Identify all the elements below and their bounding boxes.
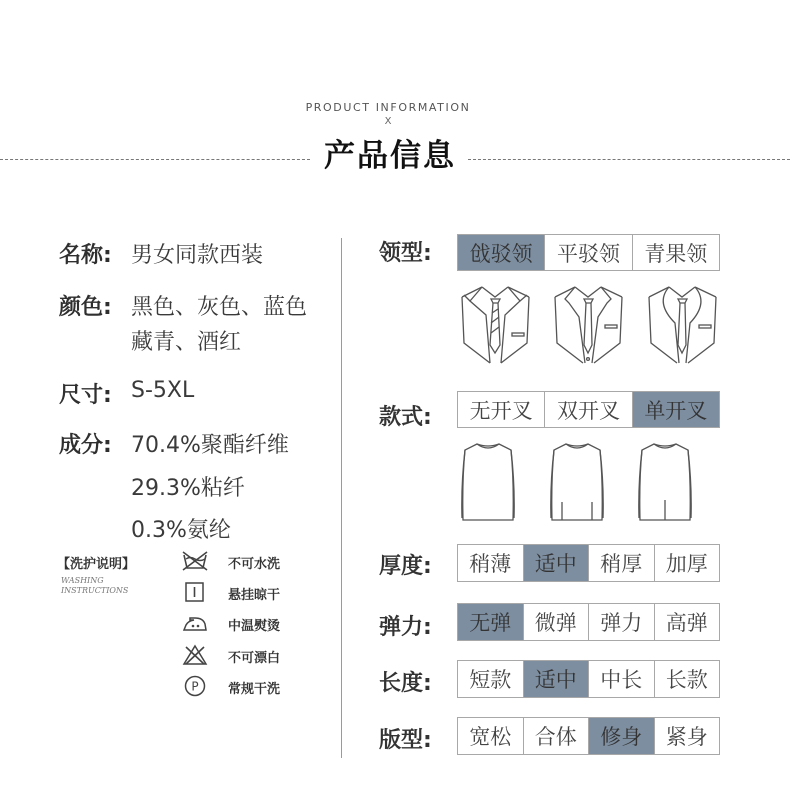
dry-clean-p-icon [181,675,209,697]
fit-option-loose[interactable]: 宽松 [469,725,512,749]
page-title: 产品信息 [324,138,456,174]
vent-options [457,391,720,428]
lapel-option-peak[interactable]: 戗驳领 [458,235,544,270]
length-option-regular[interactable]: 适中 [523,661,589,697]
subtitle-english: PRODUCT INFORMATION [305,101,471,114]
elasticity-options [457,603,720,641]
size-label: 尺寸: [59,383,112,408]
care-text-hang-dry: 悬挂晾干 [228,588,281,603]
length-label: 长度: [379,671,432,696]
vent-option-none[interactable]: 无开叉 [469,398,533,423]
vent-label: 款式: [379,405,432,430]
care-text-no-bleach: 不可漂白 [228,651,281,666]
thickness-option-thick[interactable]: 稍厚 [588,545,654,581]
care-text-iron: 中温熨烫 [228,619,281,634]
care-text-dry-clean: 常规干洗 [228,682,281,697]
thickness-option-thin[interactable]: 稍薄 [469,552,512,576]
svg-text:P: P [191,679,199,694]
care-en-line2: INSTRUCTIONS [61,586,129,595]
color-label: 颜色: [59,295,112,320]
length-options [457,660,720,698]
elasticity-option-elastic[interactable]: 弹力 [588,604,654,640]
lapel-option-shawl[interactable]: 青果领 [632,235,719,270]
care-title: 【洗护说明】 [57,557,136,572]
iron-medium-icon [181,612,209,634]
fit-option-regular[interactable]: 合体 [523,718,589,754]
fit-options [457,717,720,755]
elasticity-option-none[interactable]: 无弹 [458,604,523,640]
subtitle-x: X [384,116,392,127]
material-line2: 29.3%粘纤 [131,476,245,501]
lapel-option-notch[interactable]: 平驳领 [544,235,631,270]
color-value-line2: 藏青、酒红 [131,330,242,355]
care-text-no-wash: 不可水洗 [228,557,281,572]
vent-option-single[interactable]: 单开叉 [632,392,719,427]
elasticity-option-slight[interactable]: 微弹 [523,604,589,640]
single-vent-back-icon [636,440,694,524]
material-line3: 0.3%氨纶 [131,518,231,543]
elasticity-option-high[interactable]: 高弹 [654,604,720,640]
title-divider-right [468,159,790,160]
no-wash-icon [181,550,209,572]
length-option-mid-long[interactable]: 中长 [588,661,654,697]
vent-option-double[interactable]: 双开叉 [544,392,631,427]
thickness-option-extra-thick[interactable]: 加厚 [654,545,720,581]
shawl-lapel-icon [645,283,720,365]
hang-dry-icon [181,581,209,603]
column-divider [341,238,342,758]
elasticity-label: 弹力: [379,615,432,640]
no-vent-back-icon [459,440,517,524]
material-label: 成分: [59,433,112,458]
fit-option-tight[interactable]: 紧身 [654,718,720,754]
care-en-line1: WASHING [61,576,104,585]
material-line1: 70.4%聚酯纤维 [131,433,289,458]
name-value: 男女同款西装 [131,243,264,268]
name-label: 名称: [59,243,112,268]
lapel-label: 领型: [379,241,432,266]
no-bleach-icon [181,644,209,666]
double-vent-back-icon [548,440,606,524]
length-option-long[interactable]: 长款 [654,661,720,697]
notch-lapel-icon [551,283,626,365]
thickness-option-medium[interactable]: 适中 [523,545,589,581]
fit-option-slim[interactable]: 修身 [588,718,654,754]
color-value-line1: 黑色、灰色、蓝色 [131,295,308,320]
thickness-options [457,544,720,582]
lapel-options [457,234,720,271]
size-value: S-5XL [131,378,195,403]
peak-lapel-icon [458,283,533,365]
length-option-short[interactable]: 短款 [469,668,512,692]
fit-label: 版型: [379,728,432,753]
thickness-label: 厚度: [379,554,432,579]
